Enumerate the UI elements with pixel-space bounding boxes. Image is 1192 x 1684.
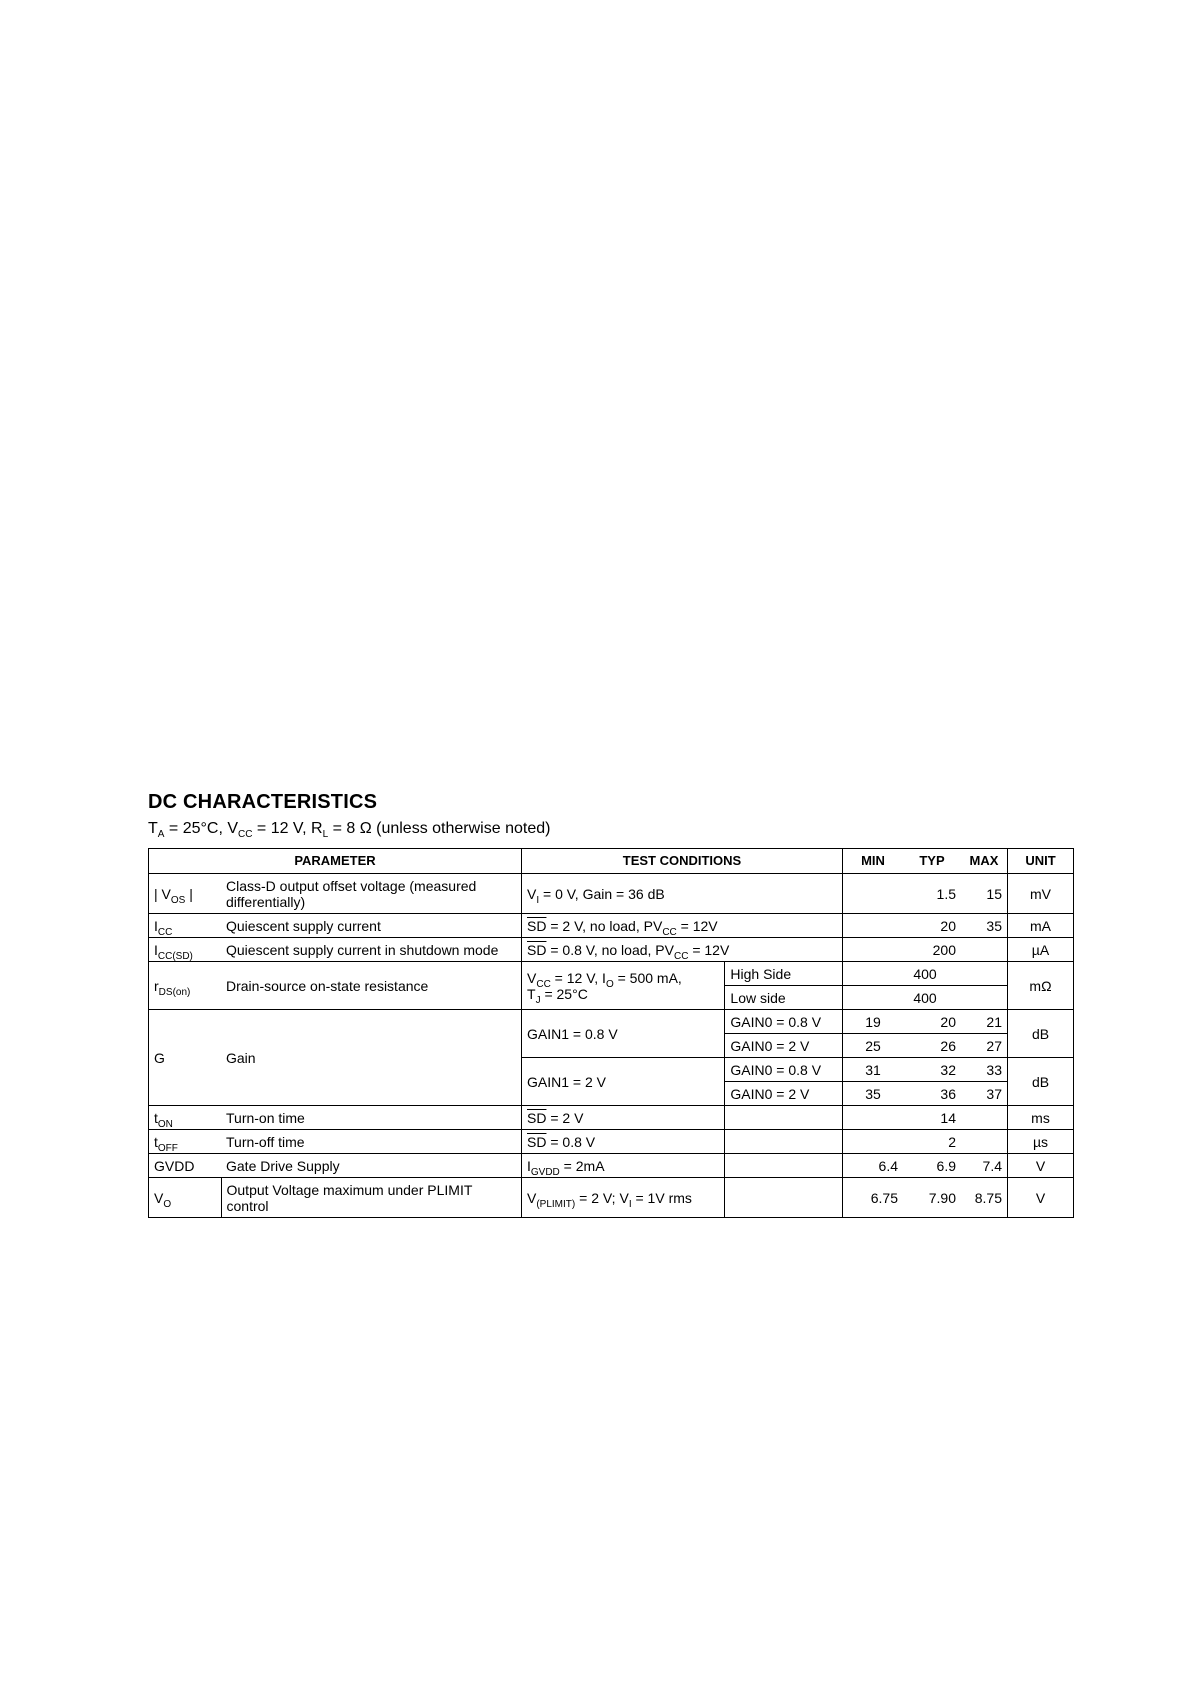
param-symbol: | $V_{OS}$ | bbox=[149, 874, 222, 914]
max-value bbox=[961, 938, 1008, 962]
typ-value: 6.9 bbox=[903, 1154, 961, 1178]
param-symbol: $I_{CC}$ bbox=[149, 914, 222, 938]
unit-value: mV bbox=[1008, 874, 1074, 914]
unit-value: dB bbox=[1008, 1010, 1074, 1058]
header-test-conditions: TEST CONDITIONS bbox=[522, 849, 843, 874]
max-value: 7.4 bbox=[961, 1154, 1008, 1178]
test-condition-sub: GAIN0 = 0.8 V bbox=[725, 1010, 843, 1034]
param-description: Drain-source on-state resistance bbox=[221, 962, 522, 1010]
table-row bbox=[149, 914, 1074, 938]
test-condition: GAIN1 = 0.8 V bbox=[522, 1010, 725, 1058]
typ-value: 32 bbox=[903, 1058, 961, 1082]
header-min: MIN bbox=[843, 849, 904, 874]
test-condition: $\overline{SD} = 0.8$ V, no load, $PV_{CC} = 12V$ bbox=[522, 938, 843, 962]
test-condition-sub: GAIN0 = 2 V bbox=[725, 1034, 843, 1058]
header-max: MAX bbox=[961, 849, 1008, 874]
typ-value: 200 bbox=[903, 938, 961, 962]
typ-value: 400 bbox=[843, 962, 1008, 986]
param-description: Turn-off time bbox=[221, 1130, 522, 1154]
param-description: Quiescent supply current bbox=[221, 914, 522, 938]
max-value: 37 bbox=[961, 1082, 1008, 1106]
dc-characteristics-table bbox=[148, 848, 1074, 1218]
section-title: DC CHARACTERISTICS bbox=[148, 791, 378, 813]
unit-value: mA bbox=[1008, 914, 1074, 938]
typ-value: 2 bbox=[903, 1130, 961, 1154]
param-symbol: G bbox=[149, 1010, 222, 1106]
max-value bbox=[961, 1130, 1008, 1154]
typ-value: 14 bbox=[903, 1106, 961, 1130]
test-condition: $V_{CC} = 12$ V, $I_O = 500$ mA, $T_J = 25^\circ C$ bbox=[522, 962, 725, 1010]
min-value: 6.4 bbox=[843, 1154, 904, 1178]
min-value: 19 bbox=[843, 1010, 904, 1034]
min-value: 35 bbox=[843, 1082, 904, 1106]
max-value: 35 bbox=[961, 914, 1008, 938]
param-symbol: GVDD bbox=[149, 1154, 222, 1178]
test-condition-sub bbox=[725, 1130, 843, 1154]
max-value bbox=[961, 1106, 1008, 1130]
max-value: 27 bbox=[961, 1034, 1008, 1058]
param-description: Class-D output offset voltage (measured differentially) bbox=[221, 874, 522, 914]
max-value: 21 bbox=[961, 1010, 1008, 1034]
test-condition: $\overline{SD} = 2$ V, no load, $PV_{CC} = 12V$ bbox=[522, 914, 843, 938]
min-value bbox=[843, 914, 904, 938]
max-value: 8.75 bbox=[961, 1178, 1008, 1218]
param-symbol: $I_{CC(SD)}$ bbox=[149, 938, 222, 962]
test-condition-sub bbox=[725, 1154, 843, 1178]
test-condition: GAIN1 = 2 V bbox=[522, 1058, 725, 1106]
min-value: 31 bbox=[843, 1058, 904, 1082]
min-value bbox=[843, 874, 904, 914]
typ-value: 20 bbox=[903, 1010, 961, 1034]
param-description: Quiescent supply current in shutdown mode bbox=[221, 938, 522, 962]
min-value: 6.75 bbox=[843, 1178, 904, 1218]
table-row bbox=[149, 1106, 1074, 1130]
test-condition: $V_{(PLIMIT)} = 2$ V; $V_I = 1V$ rms bbox=[522, 1178, 725, 1218]
max-value: 15 bbox=[961, 874, 1008, 914]
table-row bbox=[149, 1130, 1074, 1154]
header-unit: UNIT bbox=[1008, 849, 1074, 874]
param-description: Gain bbox=[221, 1010, 522, 1106]
test-conditions-note: $T_A = 25^\circ C$, $V_{CC} = 12$ V, $R_L = 8$ Ω (unless otherwise noted) bbox=[148, 820, 551, 841]
typ-value: 7.90 bbox=[903, 1178, 961, 1218]
header-typ: TYP bbox=[903, 849, 961, 874]
min-value bbox=[843, 1130, 904, 1154]
table-row bbox=[149, 874, 1074, 914]
test-condition-sub bbox=[725, 1178, 843, 1218]
test-condition: $\overline{SD} = 2$ V bbox=[522, 1106, 725, 1130]
test-condition-sub: Low side bbox=[725, 986, 843, 1010]
unit-value: µA bbox=[1008, 938, 1074, 962]
param-symbol: $t_{OFF}$ bbox=[149, 1130, 222, 1154]
test-condition: $I_{GVDD} = 2mA$ bbox=[522, 1154, 725, 1178]
unit-value: µs bbox=[1008, 1130, 1074, 1154]
test-condition-sub: GAIN0 = 0.8 V bbox=[725, 1058, 843, 1082]
table-row bbox=[149, 1010, 1074, 1034]
param-symbol: $V_O$ bbox=[149, 1178, 222, 1218]
min-value bbox=[843, 1106, 904, 1130]
test-condition-sub: High Side bbox=[725, 962, 843, 986]
max-value: 33 bbox=[961, 1058, 1008, 1082]
unit-value: mΩ bbox=[1008, 962, 1074, 1010]
table-row bbox=[149, 1178, 1074, 1218]
param-description: Output Voltage maximum under PLIMIT control bbox=[221, 1178, 522, 1218]
typ-value: 26 bbox=[903, 1034, 961, 1058]
table-header-row bbox=[149, 849, 1074, 874]
test-condition-sub: GAIN0 = 2 V bbox=[725, 1082, 843, 1106]
test-condition: $V_I = 0$ V, Gain = 36 dB bbox=[522, 874, 843, 914]
param-symbol: $r_{DS(on)}$ bbox=[149, 962, 222, 1010]
typ-value: 1.5 bbox=[903, 874, 961, 914]
min-value: 25 bbox=[843, 1034, 904, 1058]
typ-value: 400 bbox=[843, 986, 1008, 1010]
typ-value: 20 bbox=[903, 914, 961, 938]
unit-value: dB bbox=[1008, 1058, 1074, 1106]
table-row bbox=[149, 938, 1074, 962]
param-symbol: $t_{ON}$ bbox=[149, 1106, 222, 1130]
header-parameter: PARAMETER bbox=[149, 849, 522, 874]
table-row bbox=[149, 962, 1074, 986]
table-row bbox=[149, 1154, 1074, 1178]
unit-value: ms bbox=[1008, 1106, 1074, 1130]
test-condition: $\overline{SD} = 0.8$ V bbox=[522, 1130, 725, 1154]
typ-value: 36 bbox=[903, 1082, 961, 1106]
param-description: Turn-on time bbox=[221, 1106, 522, 1130]
unit-value: V bbox=[1008, 1154, 1074, 1178]
min-value bbox=[843, 938, 904, 962]
param-description: Gate Drive Supply bbox=[221, 1154, 522, 1178]
unit-value: V bbox=[1008, 1178, 1074, 1218]
test-condition-sub bbox=[725, 1106, 843, 1130]
